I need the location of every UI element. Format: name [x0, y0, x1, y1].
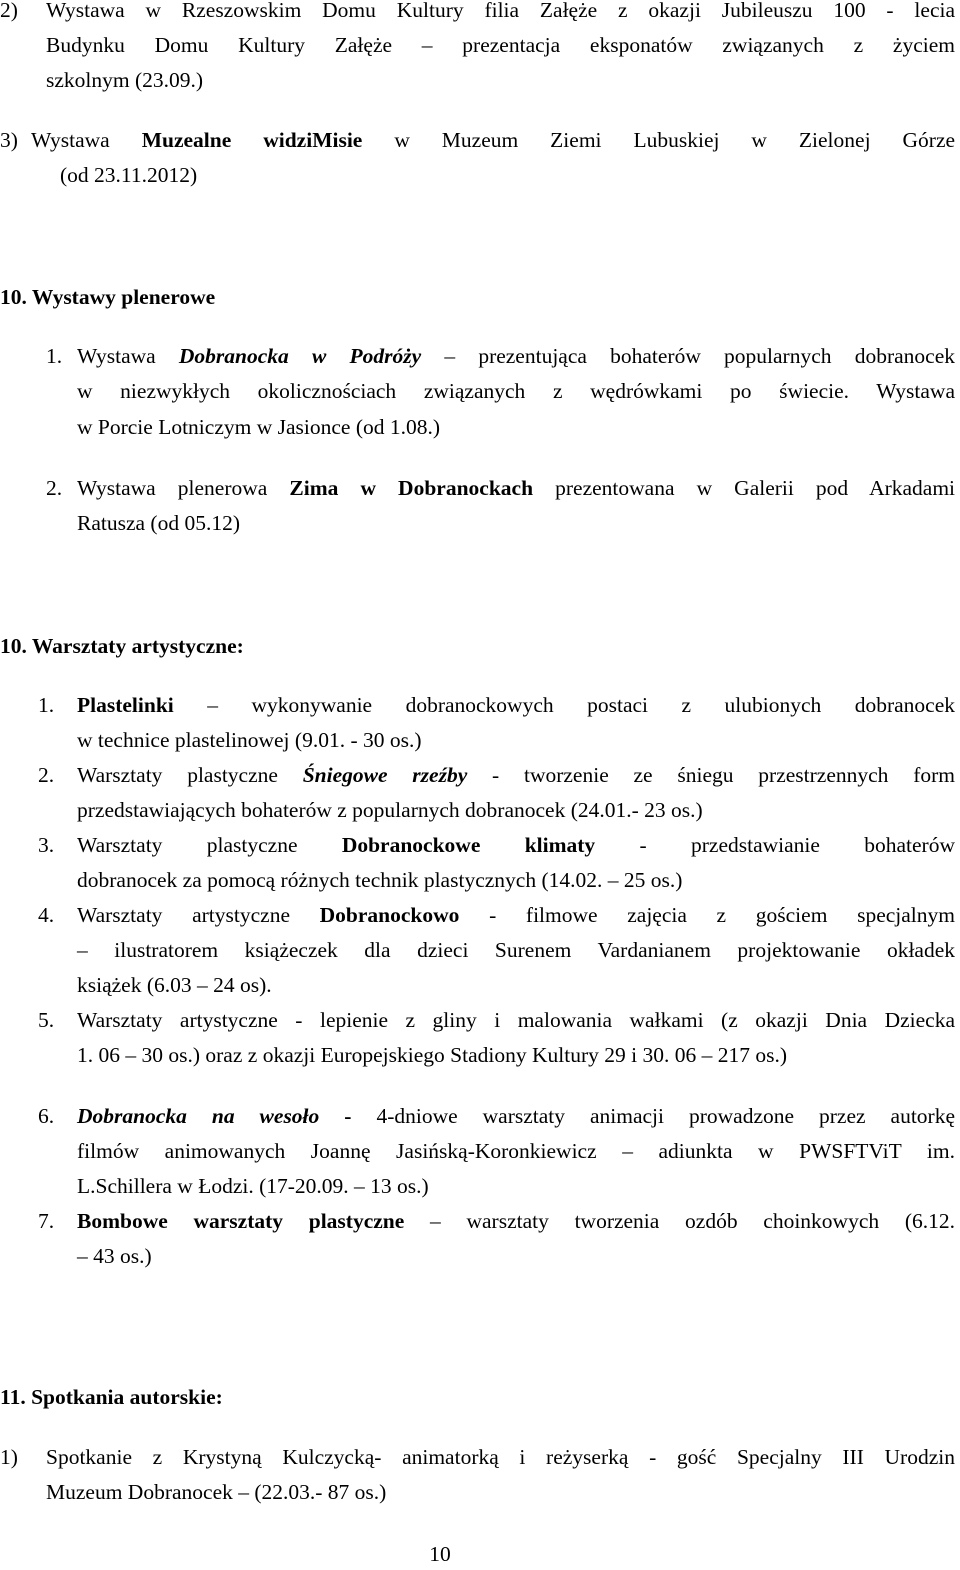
workshop-line: 1. 06 – 30 os.) oraz z okazji Europejskiego Stadiony Kultury 29 i 30. 06 – 217 os.): [77, 1043, 787, 1067]
exhibition-line: Wystawa Muzealne widziMisie w Muzeum Ziemi Lubuskiej w Zielonej Górze: [31, 128, 956, 152]
section-heading-meetings: 11. Spotkania autorskie:: [0, 1385, 223, 1409]
list-number: 2.: [38, 763, 55, 787]
workshop-line: Dobranocka na wesoło - 4-dniowe warsztaty animacji prowadzone przez autorkę: [77, 1104, 956, 1128]
workshop-line: Warsztaty artystyczne Dobranockowo - filmowe zajęcia z gościem specjalnym: [77, 903, 956, 927]
exhibition-line: Budynku Domu Kultury Załęże – prezentacja eksponatów związanych z życiem: [46, 33, 955, 57]
exhibition-line: Wystawa w Rzeszowskim Domu Kultury filia Załęże z okazji Jubileuszu 100 - lecia: [46, 0, 955, 22]
list-number: 2): [0, 0, 18, 22]
workshop-line: Bombowe warsztaty plastyczne – warsztaty tworzenia ozdób choinkowych (6.12.: [77, 1209, 955, 1233]
outdoor-line: w Porcie Lotniczym w Jasionce (od 1.08.): [77, 415, 441, 439]
workshop-line: Warsztaty plastyczne Śniegowe rzeźby - tworzenie ze śniegu przestrzennych form: [77, 763, 955, 787]
workshop-line: filmów animowanych Joannę Jasińską-Koronkiewicz – adiunkta w PWSFTViT im.: [77, 1139, 955, 1163]
workshop-line: L.Schillera w Łodzi. (17-20.09. – 13 os.): [77, 1174, 429, 1198]
exhibition-line: szkolnym (23.09.): [46, 68, 204, 92]
list-number: 3): [0, 128, 18, 152]
workshop-line: Plastelinki – wykonywanie dobranockowych postaci z ulubionych dobranocek: [77, 693, 955, 717]
outdoor-line: Wystawa Dobranocka w Podróży – prezentująca bohaterów popularnych dobranocek: [77, 344, 955, 368]
list-number: 1.: [38, 693, 55, 717]
workshop-line: przedstawiających bohaterów z popularnych dobranocek (24.01.- 23 os.): [77, 798, 703, 822]
outdoor-line: w niezwykłych okolicznościach związanych z wędrówkami po świecie. Wystawa: [77, 379, 955, 403]
meeting-line: Spotkanie z Krystyną Kulczycką- animatorką i reżyserką - gość Specjalny III Urodzin: [46, 1445, 955, 1469]
list-number: 4.: [38, 903, 55, 927]
page-number: 10: [429, 1542, 451, 1566]
workshop-line: Warsztaty plastyczne Dobranockowe klimaty - przedstawianie bohaterów: [77, 833, 955, 857]
list-number: 1.: [46, 344, 63, 368]
workshop-line: – 43 os.): [77, 1244, 152, 1268]
list-number: 7.: [38, 1209, 55, 1233]
section-heading-workshops: 10. Warsztaty artystyczne:: [0, 634, 244, 658]
list-number: 6.: [38, 1104, 55, 1128]
list-number: 2.: [46, 476, 63, 500]
workshop-line: – ilustratorem książeczek dla dzieci Surenem Vardanianem projektowanie okładek: [77, 938, 955, 962]
meeting-line: Muzeum Dobranocek – (22.03.- 87 os.): [46, 1480, 387, 1504]
list-number: 5.: [38, 1008, 55, 1032]
workshop-line: Warsztaty artystyczne - lepienie z gliny i malowania wałkami (z okazji Dnia Dziecka: [77, 1008, 955, 1032]
list-number: 3.: [38, 833, 55, 857]
section-heading-outdoor: 10. Wystawy plenerowe: [0, 285, 216, 309]
workshop-line: książek (6.03 – 24 os).: [77, 973, 272, 997]
list-number: 1): [0, 1445, 18, 1469]
workshop-line: dobranocek za pomocą różnych technik plastycznych (14.02. – 25 os.): [77, 868, 683, 892]
workshop-line: w technice plastelinowej (9.01. - 30 os.): [77, 728, 422, 752]
outdoor-line: Wystawa plenerowa Zima w Dobranockach prezentowana w Galerii pod Arkadami: [77, 476, 956, 500]
exhibition-line: (od 23.11.2012): [60, 163, 198, 187]
outdoor-line: Ratusza (od 05.12): [77, 511, 241, 535]
